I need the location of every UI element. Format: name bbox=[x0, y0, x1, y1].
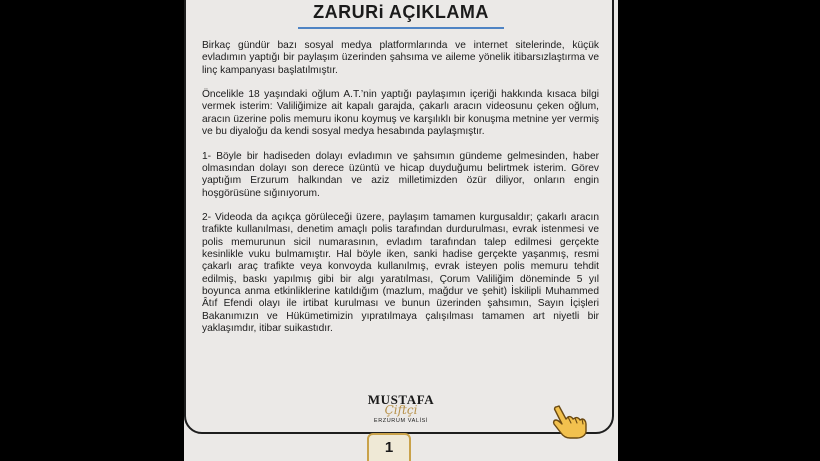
logo-name: MUSTAFA bbox=[367, 392, 435, 407]
paragraph-apology: 1- Böyle bir hadiseden dolayı evladımın ve şahsımın gündeme gelmesinden, haber olmasından dolayı son derece üzüntü ve hicap duyduğumu belirtmek isterim. Görev yaptığım Erzurum halkından ve aziz milletimizden özür diliyor, onların engin hoşgörüsüne sığınıyorum. bbox=[202, 150, 599, 199]
signature-logo bbox=[364, 393, 438, 433]
paragraph-intro: Birkaç gündür bazı sosyal medya platformlarında ve internet sitelerinde, küçük evladımın yaptığı bir paylaşım üzerinden şahsıma ve aileme yönelik itibarsızlaştırma ve linç kampanyası başlatılmıştır. bbox=[202, 40, 599, 76]
document-body bbox=[202, 40, 599, 347]
paragraph-background: Öncelikle 18 yaşındaki oğlum A.T.’nin yaptığı paylaşımın içeriği hakkında kısaca bilgi vermek isterim: Valiliğimize ait kapalı garajda, çakarlı aracın videosunu çeken oğlum, aracın üzerine polis memuru ikonu koymuş ve karşılıklı bir konuşma metnine yer vermiş ve bu diyaloğu da kendi sosyal medya hesabında paylaşmıştır. bbox=[202, 89, 599, 138]
logo-script: Çiftçi bbox=[384, 403, 418, 417]
pointing-hand-icon[interactable] bbox=[550, 403, 590, 439]
page-number: 1 bbox=[367, 433, 411, 461]
document-title: ZARURi AÇIKLAMA bbox=[313, 2, 489, 22]
document-page bbox=[184, 0, 618, 461]
title-underline bbox=[298, 27, 504, 29]
paragraph-clarification: 2- Videoda da açıkça görüleceği üzere, paylaşım tamamen kurgusaldır; çakarlı aracın trafikte kullanılması, denetim amaçlı polis tarafından durdurulması, evrak istenmesi ve polis memurunun sicil numarasının, evladım tarafından talep edilmesi gerçekte kesinlikle vuku bulmamıştır. Hal böyle iken, sanki hadise gerçekte yaşanmış, resmi çakarlı araç trafikte veya konvoyda kullanılmış, evrak isteyen polis memuru tehdit edilmiş, baskı yapılmış gibi bir algı yaratılması, Çorum Valiliğim döneminde 5 yıl boyunca anma etkinliklerine katıldığım (mazlum, mağdur ve şehit) İskilipli Muhammed Âtıf Efendi olayı ile irtibat kurulması ve bunun üzerinden şahsımın, Sayın İçişleri Bakanımızın ve Hükümetimizin yıpratılmaya çalışılması tamamen art niyetli bir yaklaşımdır, itibar suikastıdır. bbox=[202, 212, 599, 334]
logo-subtitle: ERZURUM VALİSİ bbox=[373, 418, 429, 424]
